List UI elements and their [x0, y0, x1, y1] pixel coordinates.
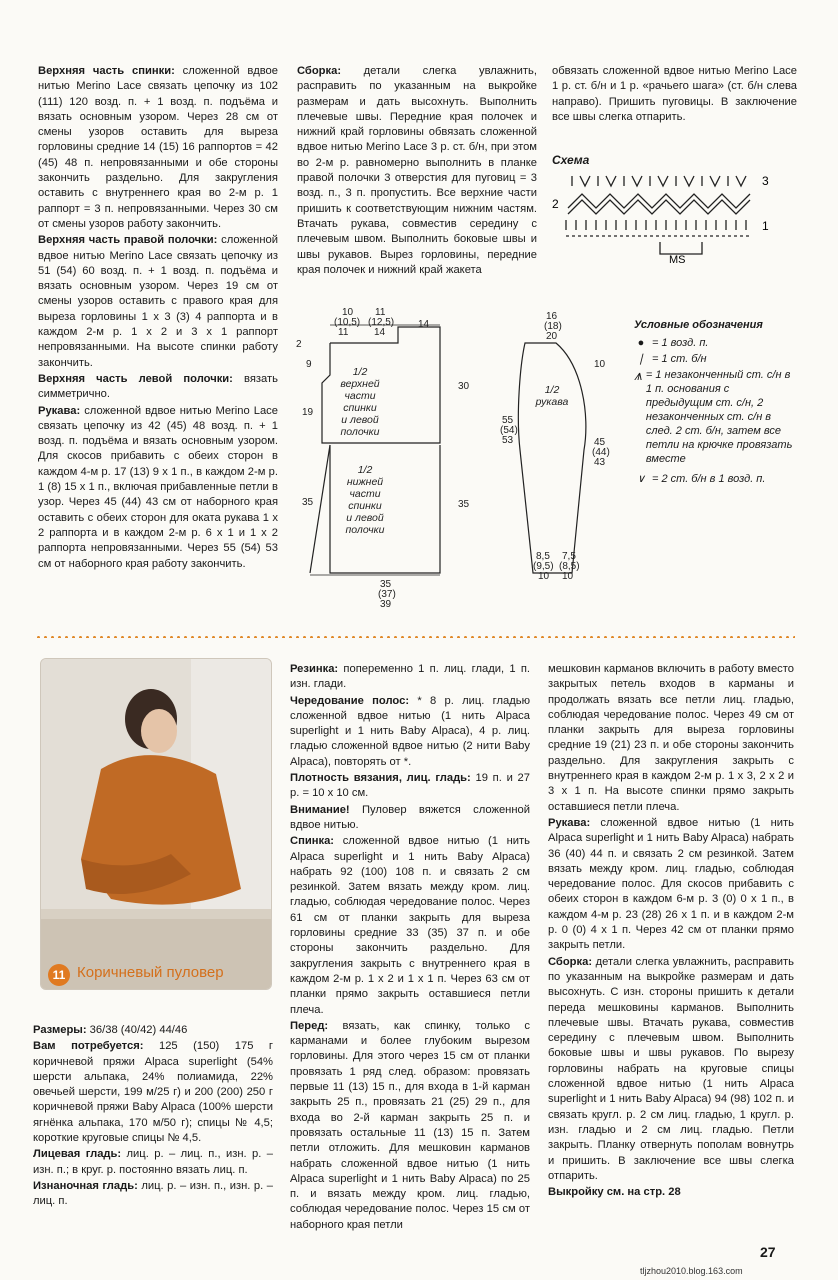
paragraph-text: сложенной вдвое нитью Merino Lace связать цепочку из 51 (54) 60 возд. п. + 1 возд. п. подъёма и вязать основным узором. Через 19 см от смены узоров оставить с правого края для выреза горловины 1 х 3 (3) 4 раппорта и в каждом 2-м р. 1 х 2 и 3 х 1 раппорт непровязанными. На высоте спинки работу закончить. — [38, 234, 278, 369]
paragraph — [290, 1019, 530, 1233]
dim-top-7: 14 — [418, 319, 430, 330]
paragraph-heading: Внимание! — [290, 803, 350, 816]
paragraph — [548, 1185, 794, 1200]
paragraph-heading: Верхняя часть левой полочки: — [38, 372, 233, 385]
paragraph — [38, 372, 278, 403]
dim-top-6: 14 — [374, 327, 386, 338]
label-lower-piece: 1/2 нижней части спинки и левой полочки — [345, 464, 385, 536]
dim-sleeve-bot-5: (8,5) — [559, 561, 580, 572]
paragraph-text: сложенной вдвое нитью Merino Lace связать цепочку из 102 (111) 120 возд. п. + 1 возд. п. подъёма и вязать основным узором. Через 28 см от смены узоров оставить для выреза горловины средние 14 (15) 16 раппортов = 42 (45) 48 п. непровязанными и обе стороны закончить раздельно. Для закругления оставить с внутреннего края во 2-м р. 1 раппорт = 3 п. непровязанными. Через 30 см от смены узоров работу закончить. — [38, 65, 278, 230]
bottom-column-2 — [290, 662, 530, 1234]
dim-sleeve-side-2: 45 — [594, 437, 606, 448]
legend-title: Условные обозначения — [634, 319, 763, 331]
paragraph-heading: Спинка: — [290, 835, 335, 848]
scheme-ms: MS — [669, 254, 686, 266]
dim-sleeve-bot-3: 10 — [538, 571, 550, 582]
paragraph-heading: Размеры: — [33, 1024, 87, 1036]
paragraph-heading: Вам потребуется: — [33, 1040, 144, 1053]
label-upper-piece: 1/2 верхней части спинки и левой полочки — [340, 366, 380, 438]
paragraph — [548, 955, 794, 1184]
paragraph-text: * 8 р. лиц. гладью сложенной вдвое нитью (1 нить Alpaca superlight и 1 нить Baby Alpaca), 4 р. лиц. гладью сложенной вдвое нитью (2 нити Baby Alpaca), повторять от *. — [290, 694, 530, 768]
paragraph — [548, 816, 794, 954]
paragraph-text: лиц. р. – лиц. п., изн. р. – изн. п.; в круг. р. постоянно вязать лиц. п. — [33, 1148, 273, 1176]
paragraph-text: обвязать сложенной вдвое нитью Merino Lace 1 р. ст. б/н и 1 р. «рачьего шага» (ст. б/н слева направо). Пришить пуговицы. В заключение все швы слегка отпарить. — [552, 65, 797, 123]
bottom-column-1 — [33, 1023, 273, 1211]
dim-sleeve-bot-4: 7,5 — [562, 551, 576, 562]
paragraph-heading: Рукава: — [548, 816, 591, 829]
paragraph — [38, 404, 278, 572]
paragraph — [290, 834, 530, 1018]
dim-left-1: 2 — [296, 339, 302, 350]
paragraph-text: детали слегка увлажнить, расправить по указанным на выкройке размерам и дать высохнуть. С изн. стороны пришить к детали переда мешковины карманов. Выполнить плечевые швы. Втачать рукава, совместив середину с плечевым швом. Выполнить боковые швы и швы рукавов. По вырезу горловины набрать на круговые спицы сложенной вдвое нитью (1 нить Alpaca superlight и 1 нить Baby Alpaca) 94 (98) 102 п. и связать кругл. р. 2 см лиц. гладью, 1 кругл. р. изн. гладью и 2 см лиц. гладью. Петли закрыть. Планку отвернуть пополам вовнутрь и пришить. В заключение все швы слегка отпарить. — [548, 955, 794, 1182]
pattern-diagram — [290, 305, 630, 615]
paragraph — [297, 64, 537, 278]
paragraph-text: вязать, как спинку, только с карманами и более глубоким вырезом горловины. Для этого через 15 см от планки провязать 1 ряд след. образом: провязать первые 11 (13) 15 п., для входа в 1-й карман закрыть 25 п., провязать 21 (25) 29 п., для входа во 2-й карман закрыть 25 п. и провязать остальные 11 (13) 15 п. Затем петли отложить. Для мешковин карманов набрать сложенной вдвое нитью (1 нить Alpaca superlight и 1 нить Baby Alpaca) по 25 п. и вязать между кром. лиц. гладью, соблюдая чередование полос. Через 15 см от наборного края петли — [290, 1019, 530, 1231]
project-number: 11 — [48, 964, 70, 986]
paragraph-text: сложенной вдвое нитью Merino Lace связать цепочку из 42 (45) 48 возд. п. + 1 возд. п. подъёма и вязать основным узором. Для скосов прибавить с обеих сторон в каждом 4-м р. 17 (13) 9 х 1 п., в каждом 2-м р. 1 (8) 15 х 1 п., включая прибавленные петли в узор. Через 45 (44) 43 см от наборного края оставить с обеих сторон для оката рукава 1 х 2 раппорта и в каждом 2-м р. 6 х 1 и 1 х 2 раппорта непровязанными. Через 55 (54) 53 см от наборного края работу закончить. — [38, 404, 278, 570]
bottom-column-3 — [548, 662, 794, 1201]
dim-top-1: 10 — [342, 307, 354, 318]
paragraph-heading: Перед: — [290, 1019, 329, 1032]
dim-top-2: (10,5) — [334, 317, 361, 328]
dot-icon: ● — [637, 337, 645, 349]
scheme-row-1: 1 — [762, 219, 769, 233]
dim-top-3: 11 — [338, 327, 349, 338]
crochet-scheme — [552, 168, 782, 268]
top-column-1 — [38, 64, 278, 573]
paragraph — [38, 64, 278, 232]
paragraph — [290, 694, 530, 770]
dim-sleeve-side-4: 43 — [594, 457, 606, 468]
dim-left-2: 9 — [306, 359, 312, 370]
legend-item-cluster: ⩚ = 1 незаконченный ст. с/н в 1 п. основания с предыдущим ст. с/н, 2 незаконченных ст. с/н в след. 2 ст. б/н, затем все петли на крючке провязать вместе — [634, 367, 793, 465]
v-icon: ∨ — [636, 473, 646, 485]
dim-sleeve-top-3: 20 — [546, 331, 558, 342]
paragraph-text: Пуловер вяжется сложенной вдвое нитью. — [290, 803, 530, 831]
dim-bottom-2: (37) — [378, 589, 396, 600]
paragraph — [290, 662, 530, 693]
paragraph-text: лиц. р. – изн. п., изн. р. – лиц. п. — [33, 1179, 274, 1208]
section-divider — [35, 636, 795, 638]
dim-left-4: 35 — [302, 497, 314, 508]
legend-item-sc: ❘ = 1 ст. б/н — [634, 352, 794, 366]
dim-sleeve-side-3: (44) — [592, 447, 610, 458]
dim-sleeve-side-1: 10 — [594, 359, 606, 370]
dim-mid-1: 55 — [502, 415, 514, 426]
paragraph — [33, 1039, 273, 1146]
scheme-row-3: 3 — [762, 174, 769, 188]
dim-sleeve-bot-1: 8,5 — [536, 551, 550, 562]
paragraph-text: 19 п. и 27 р. = 10 х 10 см. — [290, 772, 530, 800]
paragraph — [33, 1023, 273, 1038]
paragraph-heading: Сборка: — [297, 65, 342, 77]
paragraph — [38, 233, 278, 371]
paragraph-text: 125 (150) 175 г коричневой пряжи Alpaca superlight (54% шерсти альпака, 24% полиамида, 22% овечьей шерсти, 199 м/25 г) и 200 (200) 250 г коричневой пряжи Baby Alpaca (100% шерсти ягнёнка альпака, 170 м/50 г); спицы № 4,5; короткие круговые спицы № 4,5. — [33, 1040, 273, 1145]
dim-sleeve-bot-2: (9,5) — [533, 561, 554, 572]
top-column-2 — [297, 64, 537, 279]
dim-left-3: 19 — [302, 407, 314, 418]
paragraph-heading: Чередование полос: — [290, 694, 410, 707]
legend-item-v: ∨ = 2 ст. б/н в 1 возд. п. — [634, 472, 794, 486]
paragraph-text: 36/38 (40/42) 44/46 — [86, 1024, 188, 1036]
legend-item-chain: ● = 1 возд. п. — [634, 336, 794, 350]
legend — [634, 318, 794, 486]
dim-top-4: 11 — [375, 307, 386, 318]
paragraph — [548, 662, 794, 815]
project-name: Коричневый пуловер — [77, 964, 224, 981]
paragraph-text: попеременно 1 п. лиц. глади, 1 п. изн. глади. — [290, 663, 530, 691]
dim-top-5: (12,5) — [368, 317, 395, 328]
dim-mid-2: (54) — [500, 425, 518, 436]
dim-sleeve-top-1: 16 — [546, 311, 558, 322]
top-column-3 — [552, 64, 797, 126]
paragraph-heading: Плотность вязания, лиц. гладь: — [290, 772, 471, 785]
paragraph-text: сложенной вдвое нитью (1 нить Alpaca superlight и 1 нить Baby Alpaca) набрать 92 (100) 108 п. и связать 2 см резинкой. Затем вязать между кром. лиц. гладью, соблюдая чередование полос. Через 61 см от планки закрыть для выреза горловины средние 33 (35) 37 п. и обе стороны закончить раздельно. Для закругления закрыть с внутреннего края в каждом 2-м р. 1 х 2 и 1 х 1 п. Через 63 см от планки прямо закрыть оставшиеся петли плеча. — [290, 835, 530, 1016]
paragraph-heading: Лицевая гладь: — [33, 1148, 122, 1161]
cluster-icon: ⩚ — [634, 367, 642, 383]
paragraph — [33, 1179, 273, 1210]
paragraph-heading: Верхняя часть спинки: — [38, 65, 175, 77]
paragraph-heading: Изнаночная гладь: — [33, 1179, 138, 1192]
footer-credit: tljzhou2010.blog.163.com — [640, 1266, 743, 1276]
paragraph — [33, 1147, 273, 1178]
paragraph — [290, 771, 530, 802]
dim-bottom-3: 39 — [380, 599, 392, 610]
paragraph-heading: Верхняя часть правой полочки: — [38, 234, 218, 247]
paragraph-heading: Сборка: — [548, 955, 593, 968]
paragraph-text: вязать симметрично. — [38, 372, 278, 401]
paragraph-text: сложенной вдвое нитью (1 нить Alpaca superlight и 1 нить Baby Alpaca) набрать 36 (40) 44 п. и связать 2 см резинкой. Затем вязать между кром. лиц. гладью, соблюдая чередование полос. Для скосов прибавить с обеих сторон в каждом 6-м р. 3 (0) 0 х 1 п., в каждом 4-м р. 23 (28) 26 х 1 п. и в каждом 2-м р. 0 (0) 4 х 1 п. Через 42 см от планки прямо закрыть петли. — [548, 816, 794, 952]
project-title — [45, 960, 275, 990]
paragraph-heading: Рукава: — [38, 404, 81, 417]
paragraph-heading: Резинка: — [290, 663, 339, 675]
dim-mid-3: 53 — [502, 435, 514, 446]
dim-right-2: 35 — [458, 499, 470, 510]
paragraph-heading: Выкройку см. на стр. 28 — [548, 1186, 681, 1199]
paragraph-text: мешковин карманов включить в работу вместо закрытых петель входов в карманы и продолжать вязать все петли лиц. гладью, соблюдая чередование полос. Через 49 см от планки закрыть для выреза горловины средние 19 (21) 23 п. и обе стороны закончить раздельно. Для закругления закрыть с внутреннего края в каждом 2-м р. 1 х 3, 2 х 2 и 3 х 1 п. На высоте спинки прямо закрыть оставшиеся петли плеча. — [548, 663, 794, 813]
scheme-title: Схема — [552, 153, 590, 167]
paragraph-text: детали слегка увлажнить, расправить по указанным на выкройке размерам и дать высохнуть. Выполнить плечевые швы. Передние края полочек и нижний край горловины обвязать сложенной вдвое нитью Merino Lace 3 р. ст. б/н, при этом во 2-м р. равномерно выполнить в планке правой полочки 3 отверстия для пуговиц = 3 возд. п., 3 п. пропустить. Все верхние части пришить к соответствующим нижним частям. Втачать рукава, совместив середину с плечевым швом. Выполнить боковые швы и швы рукавов. Вырез горловины, передние края полочек и нижний край жакета — [297, 65, 537, 276]
paragraph — [552, 64, 797, 125]
bar-icon: ❘ — [636, 353, 646, 365]
scheme-row-2: 2 — [552, 197, 559, 211]
label-sleeve: 1/2 рукава — [535, 384, 569, 408]
model-photo — [40, 658, 272, 990]
paragraph — [290, 803, 530, 834]
page-number: 27 — [760, 1244, 776, 1260]
dim-right-1: 30 — [458, 381, 470, 392]
dim-bottom-1: 35 — [380, 579, 392, 590]
dim-sleeve-top-2: (18) — [544, 321, 562, 332]
dim-sleeve-bot-6: 10 — [562, 571, 574, 582]
